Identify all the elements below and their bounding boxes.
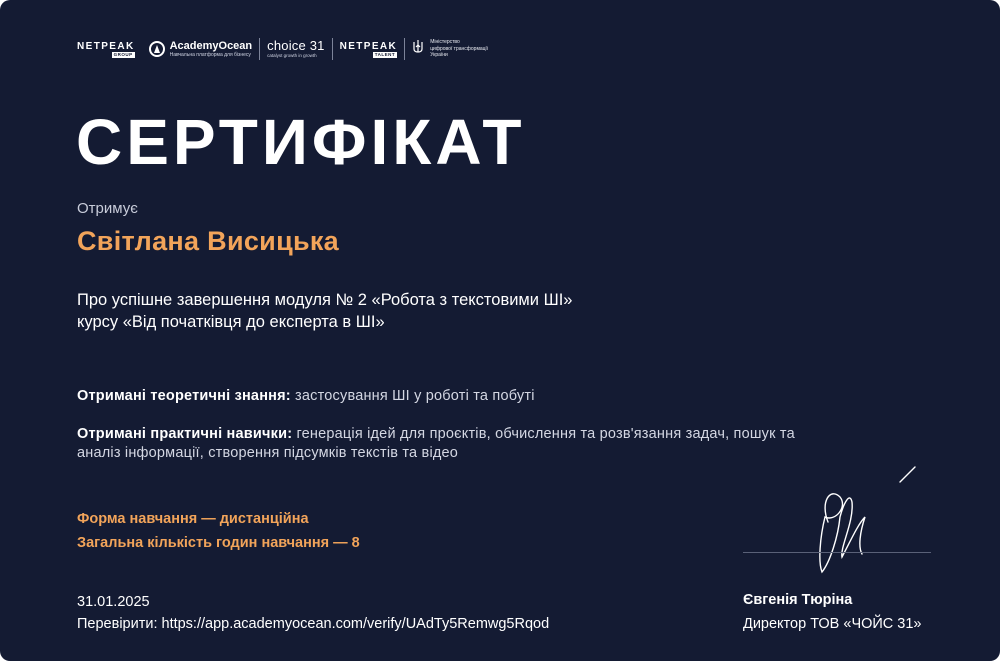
- trident-icon: [412, 39, 424, 59]
- total-hours: Загальна кількість годин навчання — 8: [77, 535, 360, 551]
- signer-title: Директор ТОВ «ЧОЙС 31»: [743, 616, 922, 632]
- skills-text: генерація ідей для проєктів, обчислення та розв'язання задач, пошук та аналіз інформації, створення підсумків текстів та відео: [77, 426, 795, 461]
- verify-link[interactable]: Перевірити: https://app.academyocean.com/verify/UAdTy5Remwg5Rqod: [77, 616, 550, 632]
- knowledge-label: Отримані теоретичні знання:: [77, 388, 291, 404]
- recipient-label: Отримує: [77, 200, 138, 217]
- logo-divider: [404, 38, 405, 60]
- netpeak-group-name: NETPEAK: [77, 40, 135, 52]
- ministry-line-3: України: [430, 52, 448, 59]
- signature-image: [800, 462, 940, 582]
- choice31-logo: [267, 39, 324, 59]
- theoretical-knowledge: [77, 387, 837, 406]
- academy-ocean-icon: [149, 41, 165, 57]
- ministry-line-2: цифрової трансформації: [430, 45, 489, 52]
- education-form: Форма навчання — дистанційна: [77, 511, 309, 527]
- knowledge-text: застосування ШІ у роботі та побуті: [295, 388, 535, 404]
- completion-line-2: курсу «Від початківця до експерта в ШІ»: [77, 313, 385, 331]
- partner-logos: [77, 36, 488, 62]
- completion-text: [77, 289, 777, 333]
- signature-line: [743, 552, 931, 553]
- academy-ocean-logo: [149, 40, 253, 58]
- academy-ocean-name: AcademyOcean: [169, 40, 253, 52]
- ministry-logo: [412, 39, 488, 59]
- signer-name: Євгенія Тюріна: [743, 592, 853, 608]
- certificate-title: СЕРТИФІКАТ: [76, 106, 526, 178]
- logo-divider: [259, 38, 260, 60]
- choice31-tagline: catalyst growth in growth: [267, 53, 317, 58]
- ministry-line-1: Міністерство: [430, 39, 460, 46]
- netpeak-talent-tag: TALENT: [374, 51, 396, 57]
- netpeak-talent-logo: [340, 41, 398, 58]
- netpeak-group-logo: [77, 41, 135, 58]
- choice31-name: choice 31: [267, 38, 325, 53]
- practical-skills: [77, 425, 837, 463]
- skills-label: Отримані практичні навички:: [77, 426, 293, 442]
- recipient-name: Світлана Висицька: [77, 226, 339, 256]
- netpeak-group-tag: GROUP: [113, 51, 133, 57]
- logo-divider: [332, 38, 333, 60]
- netpeak-talent-name: NETPEAK: [339, 40, 398, 52]
- academy-ocean-tagline: Навчальна платформа для бізнесу: [169, 52, 251, 58]
- issue-date: 31.01.2025: [77, 594, 150, 610]
- completion-line-1: Про успішне завершення модуля № 2 «Робота з текстовими ШІ»: [77, 291, 573, 309]
